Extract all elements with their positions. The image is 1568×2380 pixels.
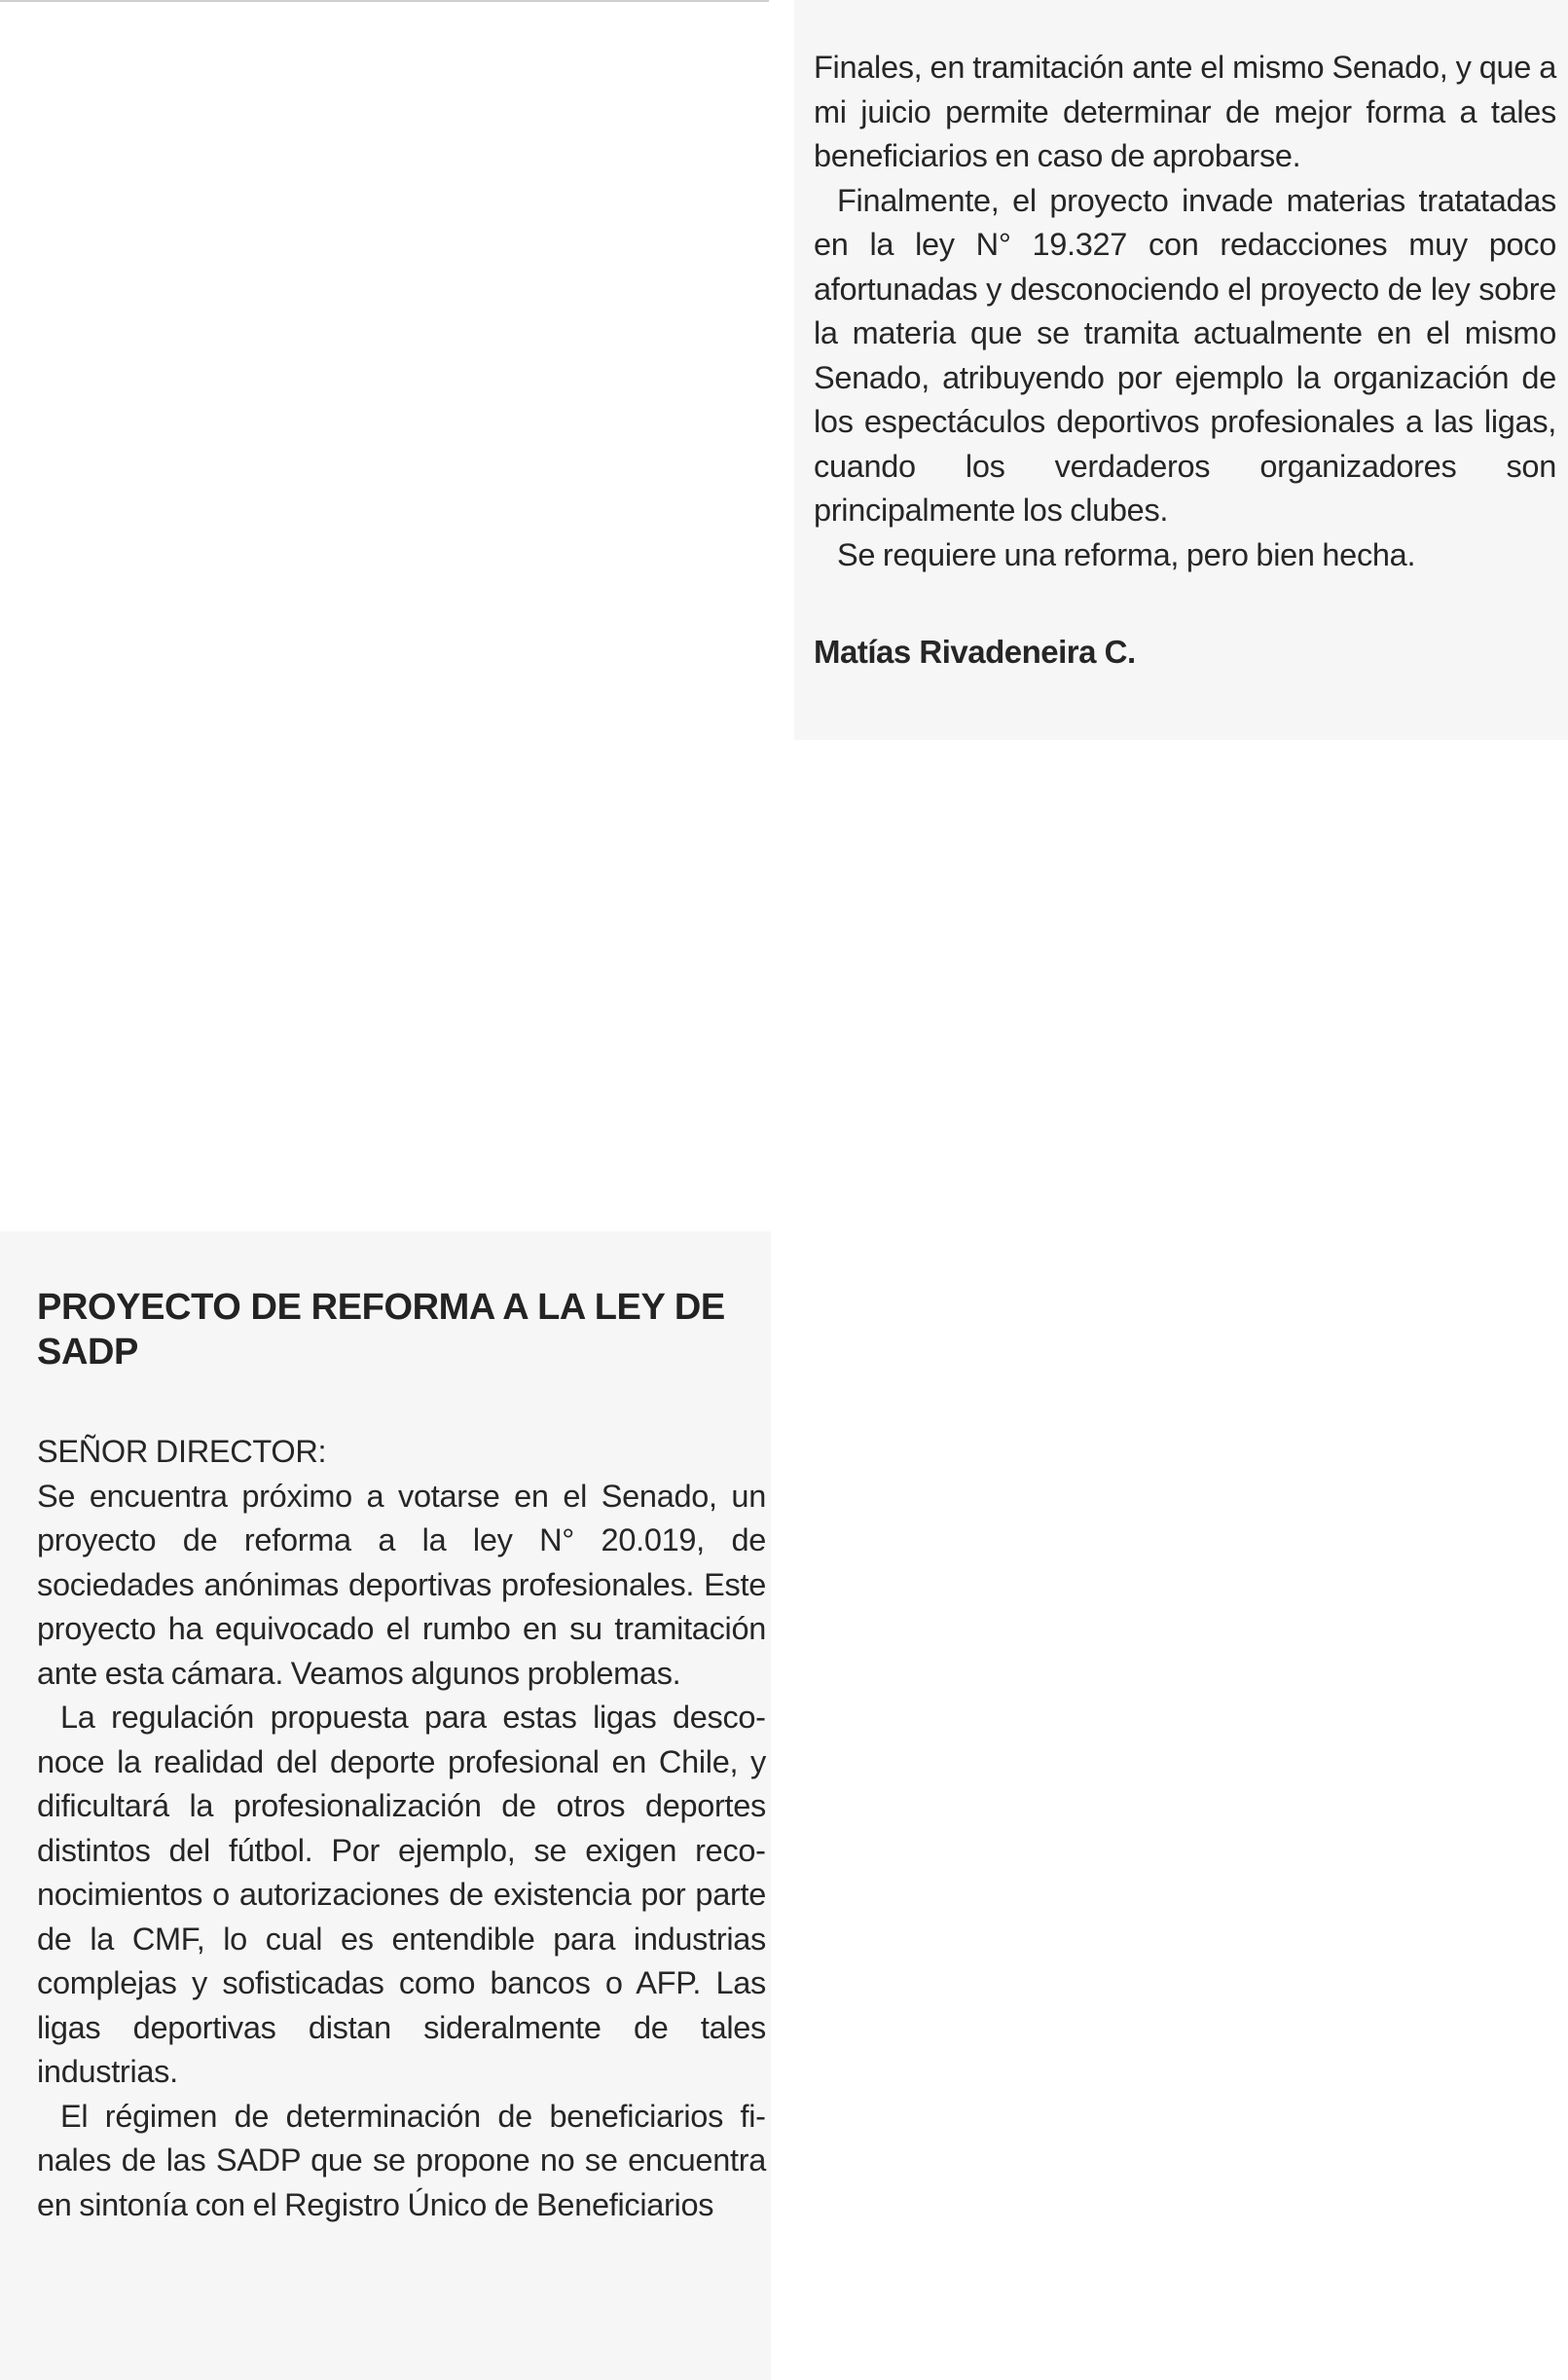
letter-body bbox=[37, 1430, 766, 2227]
continuation-paragraph-1: Finales, en tramitación ante el mismo Senado, y que a mi juicio permite determinar de mejor forma a tales beneficiarios en caso de aprobarse. bbox=[814, 50, 1556, 173]
letter-continuation-body bbox=[814, 46, 1556, 577]
continuation-paragraph-2: Finalmente, el proyecto invade materias tratatadas en la ley N° 19.327 con redacciones muy poco afortunadas y desconociendo el proyecto de ley sobre la materia que se tramita actualmente en el mismo Senado, atribuyendo por ejemplo la organización de los espectáculos deportivos profesionales a las ligas, cuando los verdaderos organizadores son principalmente los clubes. bbox=[814, 182, 1556, 528]
letter-salutation: SEÑOR DIRECTOR: bbox=[37, 1434, 327, 1469]
letter-paragraph-2: La regulación propuesta para estas ligas desconoce la realidad del deporte profesional en Chile, y dificultará la profesionalización de otros deportes distintos del fútbol. Por ejemplo, se exigen reconocimientos o autorizaciones de existencia por parte de la CMF, lo cual es entendible para industrias complejas y sofisticadas como bancos o AFP. Las ligas deportivas distan sideralmente de tales industrias. bbox=[37, 1700, 766, 2089]
letter-paragraph-3: El régimen de determinación de beneficiarios finales de las SADP que se propone no se encuentra en sintonía con el Registro Único de Beneficiarios bbox=[37, 2098, 766, 2222]
top-divider-left bbox=[0, 0, 769, 2]
letter-signature: Matías Rivadeneira C. bbox=[814, 634, 1136, 670]
letter-headline: PROYECTO DE REFORMA A LA LEY DE SADP bbox=[37, 1287, 725, 1373]
letter-paragraph-1: Se encuentra próximo a votarse en el Senado, un proyecto de reforma a la ley N° 20.019, de sociedades anónimas deportivas profesionales. Este proyecto ha equivocado el rumbo en su tramitación ante esta cámara. Veamos algunos problemas. bbox=[37, 1478, 766, 1691]
letter-continuation-column bbox=[794, 0, 1568, 740]
continuation-paragraph-3: Se requiere una reforma, pero bien hecha. bbox=[837, 536, 1416, 572]
